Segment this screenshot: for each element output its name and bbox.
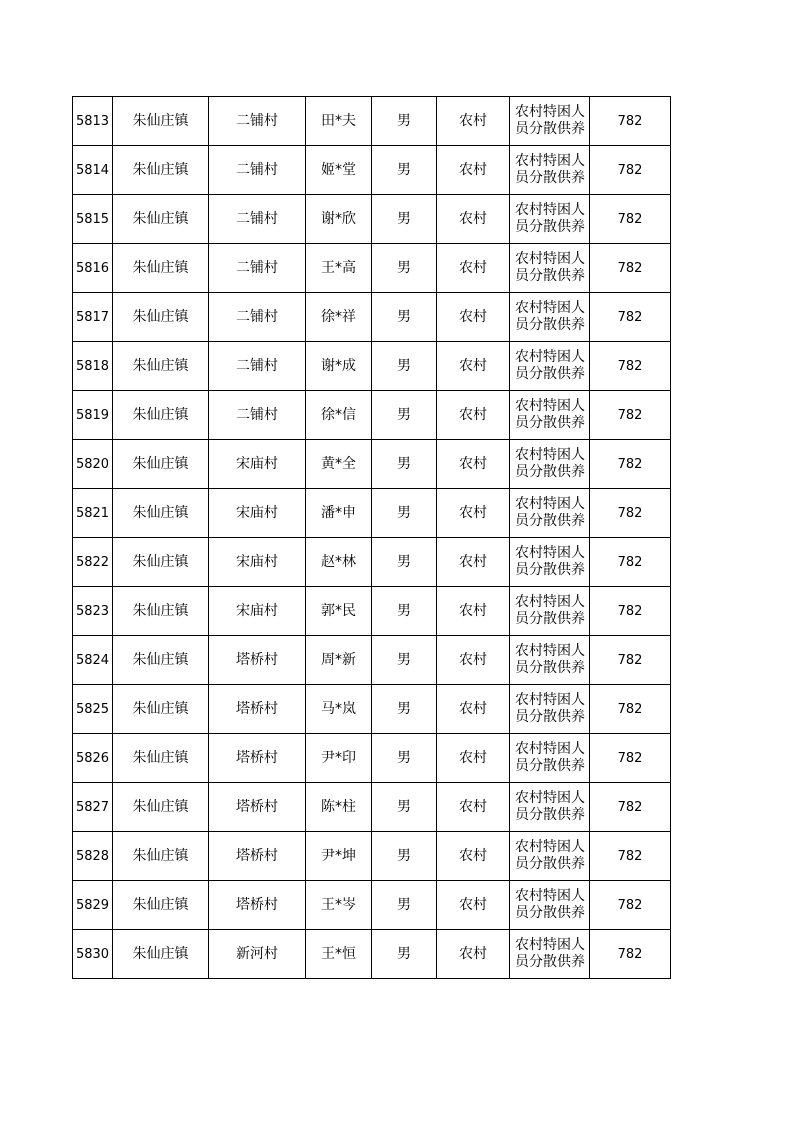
cell-town: 朱仙庄镇 [113,391,209,440]
cell-seq: 5828 [73,832,113,881]
cell-area: 农村 [437,489,510,538]
cell-area: 农村 [437,734,510,783]
table-row [73,734,671,783]
cell-area: 农村 [437,440,510,489]
cell-seq: 5819 [73,391,113,440]
cell-amount: 782 [590,783,671,832]
cell-town: 朱仙庄镇 [113,538,209,587]
cell-amount: 782 [590,293,671,342]
cell-amount: 782 [590,244,671,293]
table-row [73,538,671,587]
cell-village: 二铺村 [209,391,306,440]
cell-seq: 5820 [73,440,113,489]
cell-village: 二铺村 [209,97,306,146]
cell-name: 马*岚 [306,685,372,734]
cell-amount: 782 [590,881,671,930]
cell-support-type: 农村特困人员分散供养 [510,685,590,734]
table-row [73,832,671,881]
table-row [73,930,671,979]
cell-village: 塔桥村 [209,636,306,685]
cell-area: 农村 [437,881,510,930]
table-row [73,636,671,685]
roster-table [72,96,671,979]
cell-gender: 男 [372,195,437,244]
cell-gender: 男 [372,685,437,734]
cell-area: 农村 [437,97,510,146]
cell-village: 二铺村 [209,293,306,342]
cell-gender: 男 [372,930,437,979]
cell-amount: 782 [590,930,671,979]
cell-area: 农村 [437,685,510,734]
cell-amount: 782 [590,538,671,587]
cell-support-type: 农村特困人员分散供养 [510,832,590,881]
cell-village: 塔桥村 [209,783,306,832]
cell-amount: 782 [590,391,671,440]
cell-town: 朱仙庄镇 [113,881,209,930]
cell-town: 朱仙庄镇 [113,930,209,979]
cell-town: 朱仙庄镇 [113,636,209,685]
cell-support-type: 农村特困人员分散供养 [510,244,590,293]
cell-name: 田*夫 [306,97,372,146]
table-row [73,587,671,636]
cell-support-type: 农村特困人员分散供养 [510,440,590,489]
cell-gender: 男 [372,734,437,783]
cell-seq: 5813 [73,97,113,146]
cell-town: 朱仙庄镇 [113,342,209,391]
cell-village: 宋庙村 [209,440,306,489]
cell-gender: 男 [372,832,437,881]
cell-support-type: 农村特困人员分散供养 [510,146,590,195]
cell-town: 朱仙庄镇 [113,146,209,195]
cell-name: 赵*林 [306,538,372,587]
cell-town: 朱仙庄镇 [113,832,209,881]
cell-support-type: 农村特困人员分散供养 [510,783,590,832]
cell-village: 二铺村 [209,244,306,293]
cell-name: 王*恒 [306,930,372,979]
cell-seq: 5827 [73,783,113,832]
cell-area: 农村 [437,391,510,440]
cell-town: 朱仙庄镇 [113,293,209,342]
cell-seq: 5823 [73,587,113,636]
cell-name: 黄*全 [306,440,372,489]
cell-amount: 782 [590,832,671,881]
cell-village: 宋庙村 [209,489,306,538]
table-row [73,342,671,391]
table-row [73,244,671,293]
cell-town: 朱仙庄镇 [113,783,209,832]
table-row [73,146,671,195]
cell-area: 农村 [437,342,510,391]
cell-amount: 782 [590,587,671,636]
cell-area: 农村 [437,244,510,293]
cell-seq: 5824 [73,636,113,685]
cell-amount: 782 [590,195,671,244]
cell-area: 农村 [437,832,510,881]
cell-gender: 男 [372,293,437,342]
cell-village: 塔桥村 [209,832,306,881]
cell-seq: 5825 [73,685,113,734]
cell-name: 姬*堂 [306,146,372,195]
cell-amount: 782 [590,734,671,783]
cell-seq: 5817 [73,293,113,342]
cell-name: 谢*欣 [306,195,372,244]
cell-name: 徐*信 [306,391,372,440]
cell-seq: 5816 [73,244,113,293]
cell-area: 农村 [437,783,510,832]
cell-seq: 5826 [73,734,113,783]
cell-area: 农村 [437,538,510,587]
cell-name: 谢*成 [306,342,372,391]
cell-gender: 男 [372,440,437,489]
cell-amount: 782 [590,489,671,538]
cell-area: 农村 [437,587,510,636]
cell-town: 朱仙庄镇 [113,440,209,489]
cell-town: 朱仙庄镇 [113,195,209,244]
cell-town: 朱仙庄镇 [113,685,209,734]
cell-village: 塔桥村 [209,734,306,783]
cell-area: 农村 [437,636,510,685]
cell-name: 王*岑 [306,881,372,930]
cell-amount: 782 [590,685,671,734]
cell-gender: 男 [372,881,437,930]
table-row [73,881,671,930]
cell-gender: 男 [372,244,437,293]
table-row [73,391,671,440]
cell-area: 农村 [437,195,510,244]
cell-village: 二铺村 [209,146,306,195]
cell-seq: 5814 [73,146,113,195]
cell-village: 宋庙村 [209,587,306,636]
cell-town: 朱仙庄镇 [113,489,209,538]
cell-gender: 男 [372,342,437,391]
cell-name: 徐*祥 [306,293,372,342]
cell-support-type: 农村特困人员分散供养 [510,538,590,587]
cell-seq: 5822 [73,538,113,587]
cell-village: 新河村 [209,930,306,979]
cell-town: 朱仙庄镇 [113,97,209,146]
cell-support-type: 农村特困人员分散供养 [510,489,590,538]
cell-name: 郭*民 [306,587,372,636]
cell-town: 朱仙庄镇 [113,244,209,293]
cell-gender: 男 [372,489,437,538]
cell-amount: 782 [590,636,671,685]
table-row [73,293,671,342]
cell-name: 王*高 [306,244,372,293]
cell-name: 尹*坤 [306,832,372,881]
cell-seq: 5815 [73,195,113,244]
cell-name: 陈*柱 [306,783,372,832]
table-row [73,783,671,832]
cell-name: 潘*申 [306,489,372,538]
cell-amount: 782 [590,440,671,489]
cell-seq: 5830 [73,930,113,979]
cell-village: 塔桥村 [209,881,306,930]
table-row [73,489,671,538]
cell-town: 朱仙庄镇 [113,734,209,783]
cell-gender: 男 [372,538,437,587]
roster-table-body [73,97,671,979]
cell-support-type: 农村特困人员分散供养 [510,881,590,930]
cell-support-type: 农村特困人员分散供养 [510,587,590,636]
table-row [73,97,671,146]
cell-support-type: 农村特困人员分散供养 [510,342,590,391]
cell-gender: 男 [372,97,437,146]
cell-support-type: 农村特困人员分散供养 [510,930,590,979]
cell-name: 周*新 [306,636,372,685]
cell-village: 宋庙村 [209,538,306,587]
cell-amount: 782 [590,146,671,195]
cell-seq: 5829 [73,881,113,930]
cell-village: 二铺村 [209,195,306,244]
cell-gender: 男 [372,783,437,832]
cell-village: 二铺村 [209,342,306,391]
cell-amount: 782 [590,97,671,146]
cell-support-type: 农村特困人员分散供养 [510,734,590,783]
cell-support-type: 农村特困人员分散供养 [510,391,590,440]
cell-support-type: 农村特困人员分散供养 [510,195,590,244]
table-row [73,195,671,244]
cell-gender: 男 [372,587,437,636]
cell-amount: 782 [590,342,671,391]
cell-village: 塔桥村 [209,685,306,734]
cell-area: 农村 [437,930,510,979]
cell-seq: 5821 [73,489,113,538]
cell-seq: 5818 [73,342,113,391]
cell-area: 农村 [437,146,510,195]
cell-name: 尹*印 [306,734,372,783]
cell-support-type: 农村特困人员分散供养 [510,97,590,146]
cell-town: 朱仙庄镇 [113,587,209,636]
cell-gender: 男 [372,391,437,440]
cell-support-type: 农村特困人员分散供养 [510,636,590,685]
table-row [73,440,671,489]
table-row [73,685,671,734]
cell-support-type: 农村特困人员分散供养 [510,293,590,342]
cell-area: 农村 [437,293,510,342]
cell-gender: 男 [372,146,437,195]
cell-gender: 男 [372,636,437,685]
